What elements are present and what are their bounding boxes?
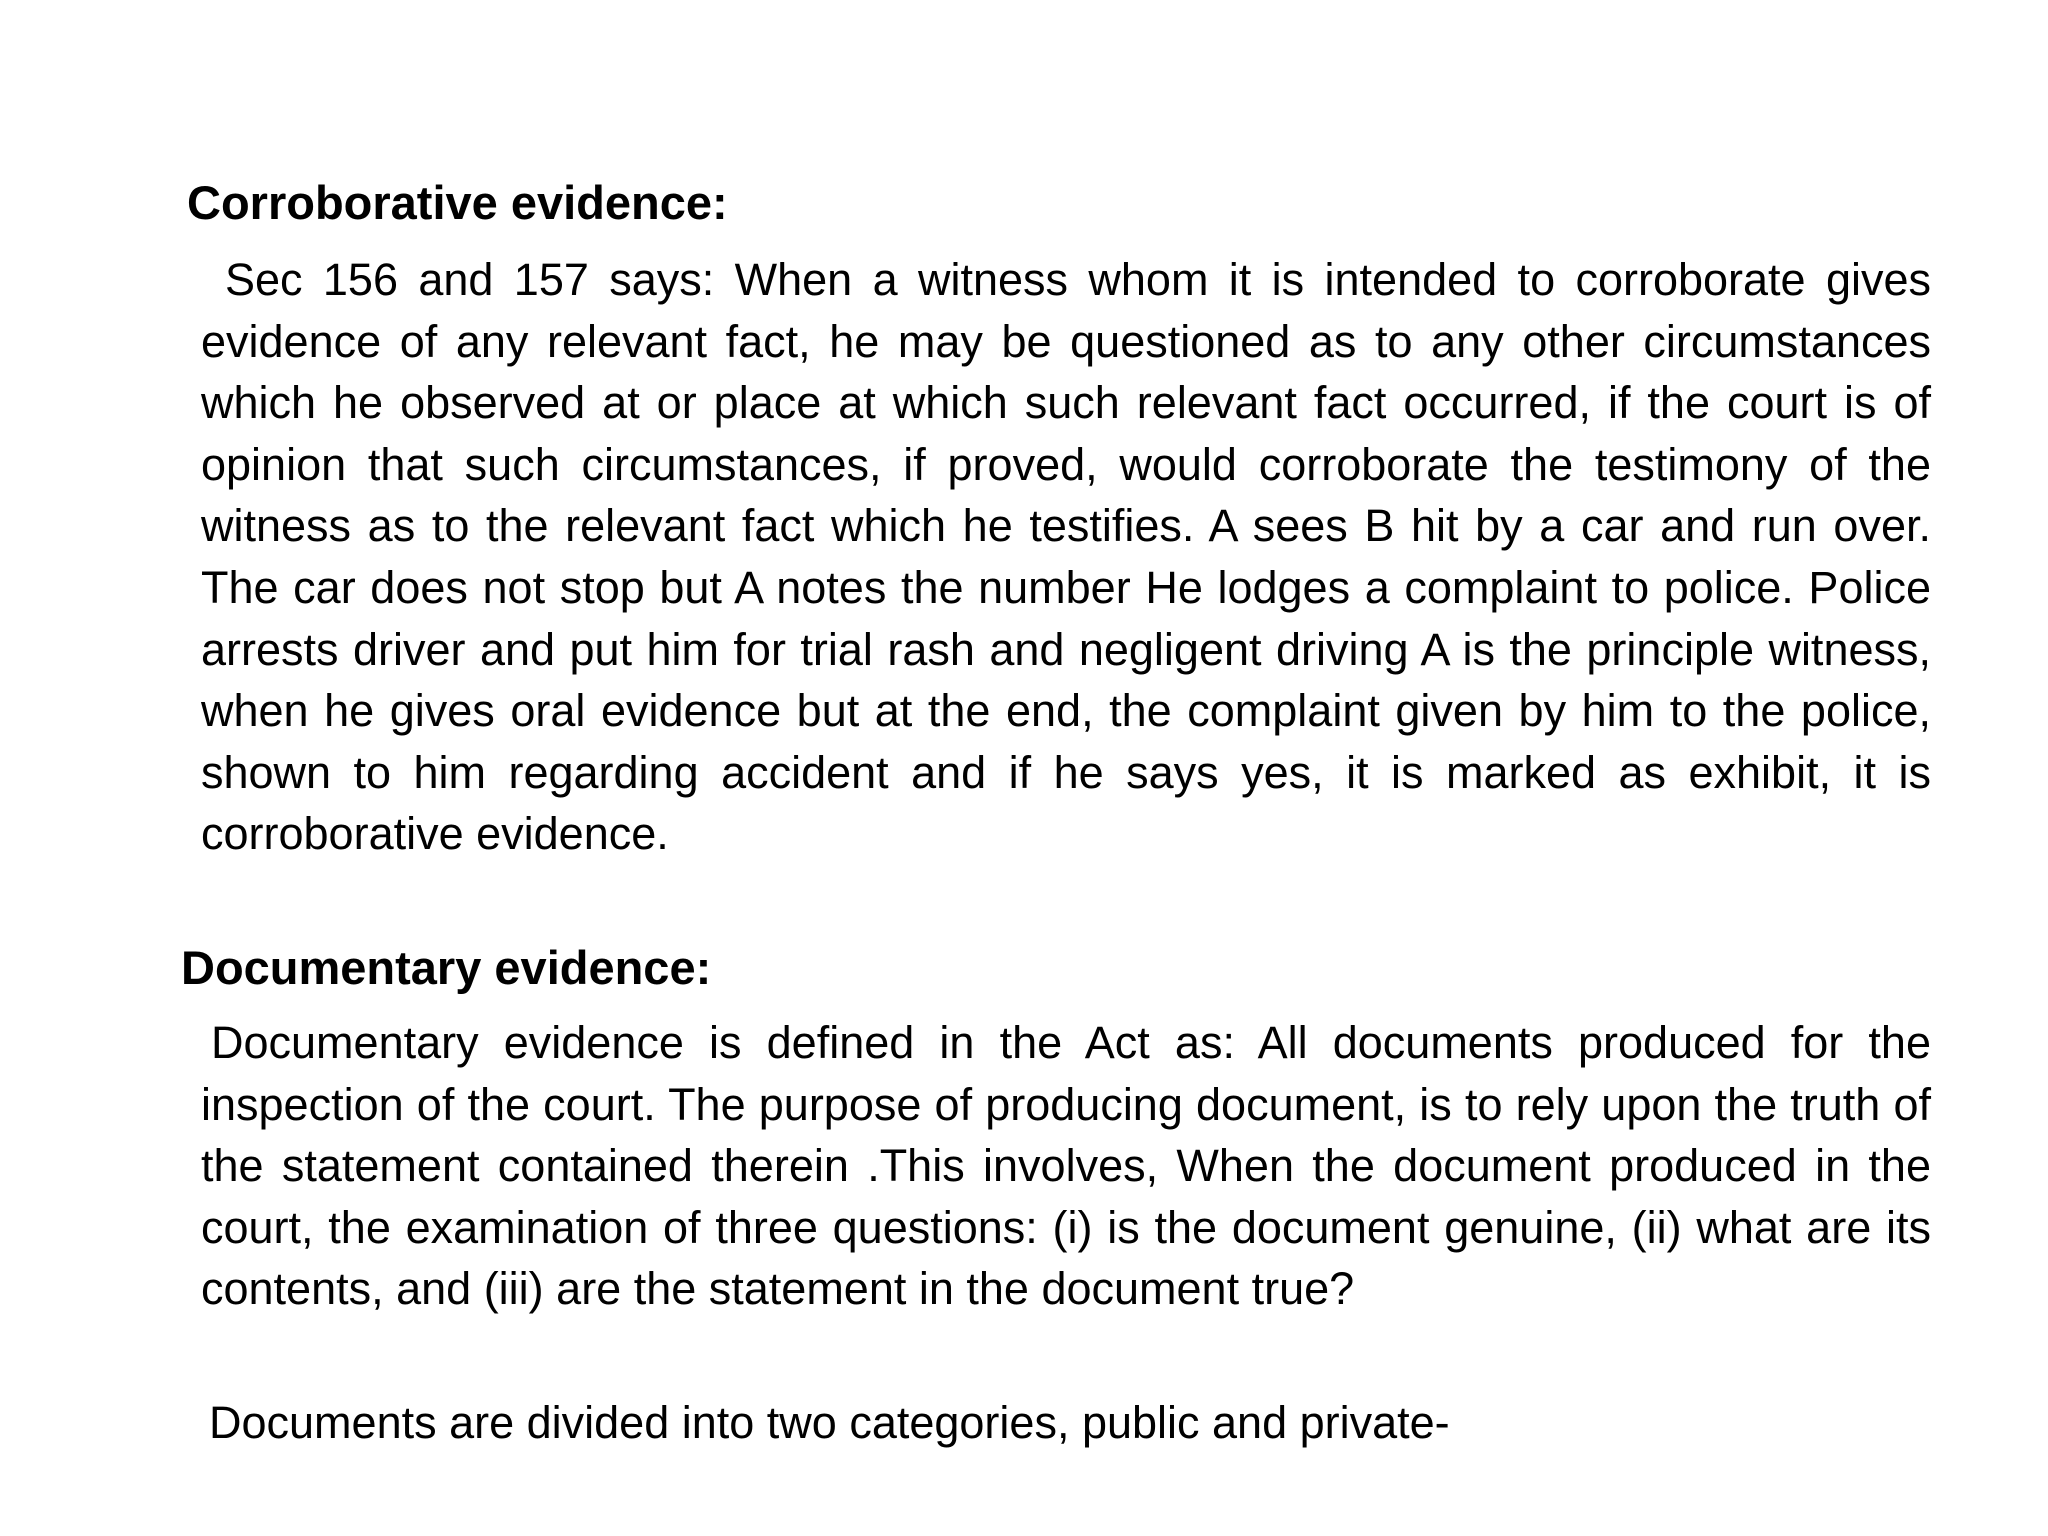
paragraph-documentary-evidence-definition: Documentary evidence is defined in the Act as: All documents produced for the inspection of the court. The purpose of producing document, is to rely upon the truth of the statement contained therein .This involves, When the document produced in the court, the examination of three questions: (i) is the document genuine, (ii) what are its contents, and (iii) are the statement in the document true?: [201, 1017, 1931, 1315]
heading-corroborative-evidence: Corroborative evidence:: [187, 176, 728, 229]
paragraph-corroborative-evidence: Sec 156 and 157 says: When a witness whom it is intended to corroborate gives evidence of any relevant fact, he may be questioned as to any other circumstances which he observed at or place at which such relevant fact occurred, if the court is of opinion that such circumstances, if proved, would corroborate the testimony of the witness as to the relevant fact which he testifies. A sees B hit by a car and run over. The car does not stop but A notes the number He lodges a complaint to police. Police arrests driver and put him for trial rash and negligent driving A is the principle witness, when he gives oral evidence but at the end, the complaint given by him to the police, shown to him regarding accident and if he says yes, it is marked as exhibit, it is corroborative evidence.: [201, 254, 1931, 860]
paragraph-document-categories: Documents are divided into two categories, public and private-: [209, 1397, 1450, 1448]
heading-documentary-evidence: Documentary evidence:: [181, 941, 712, 994]
